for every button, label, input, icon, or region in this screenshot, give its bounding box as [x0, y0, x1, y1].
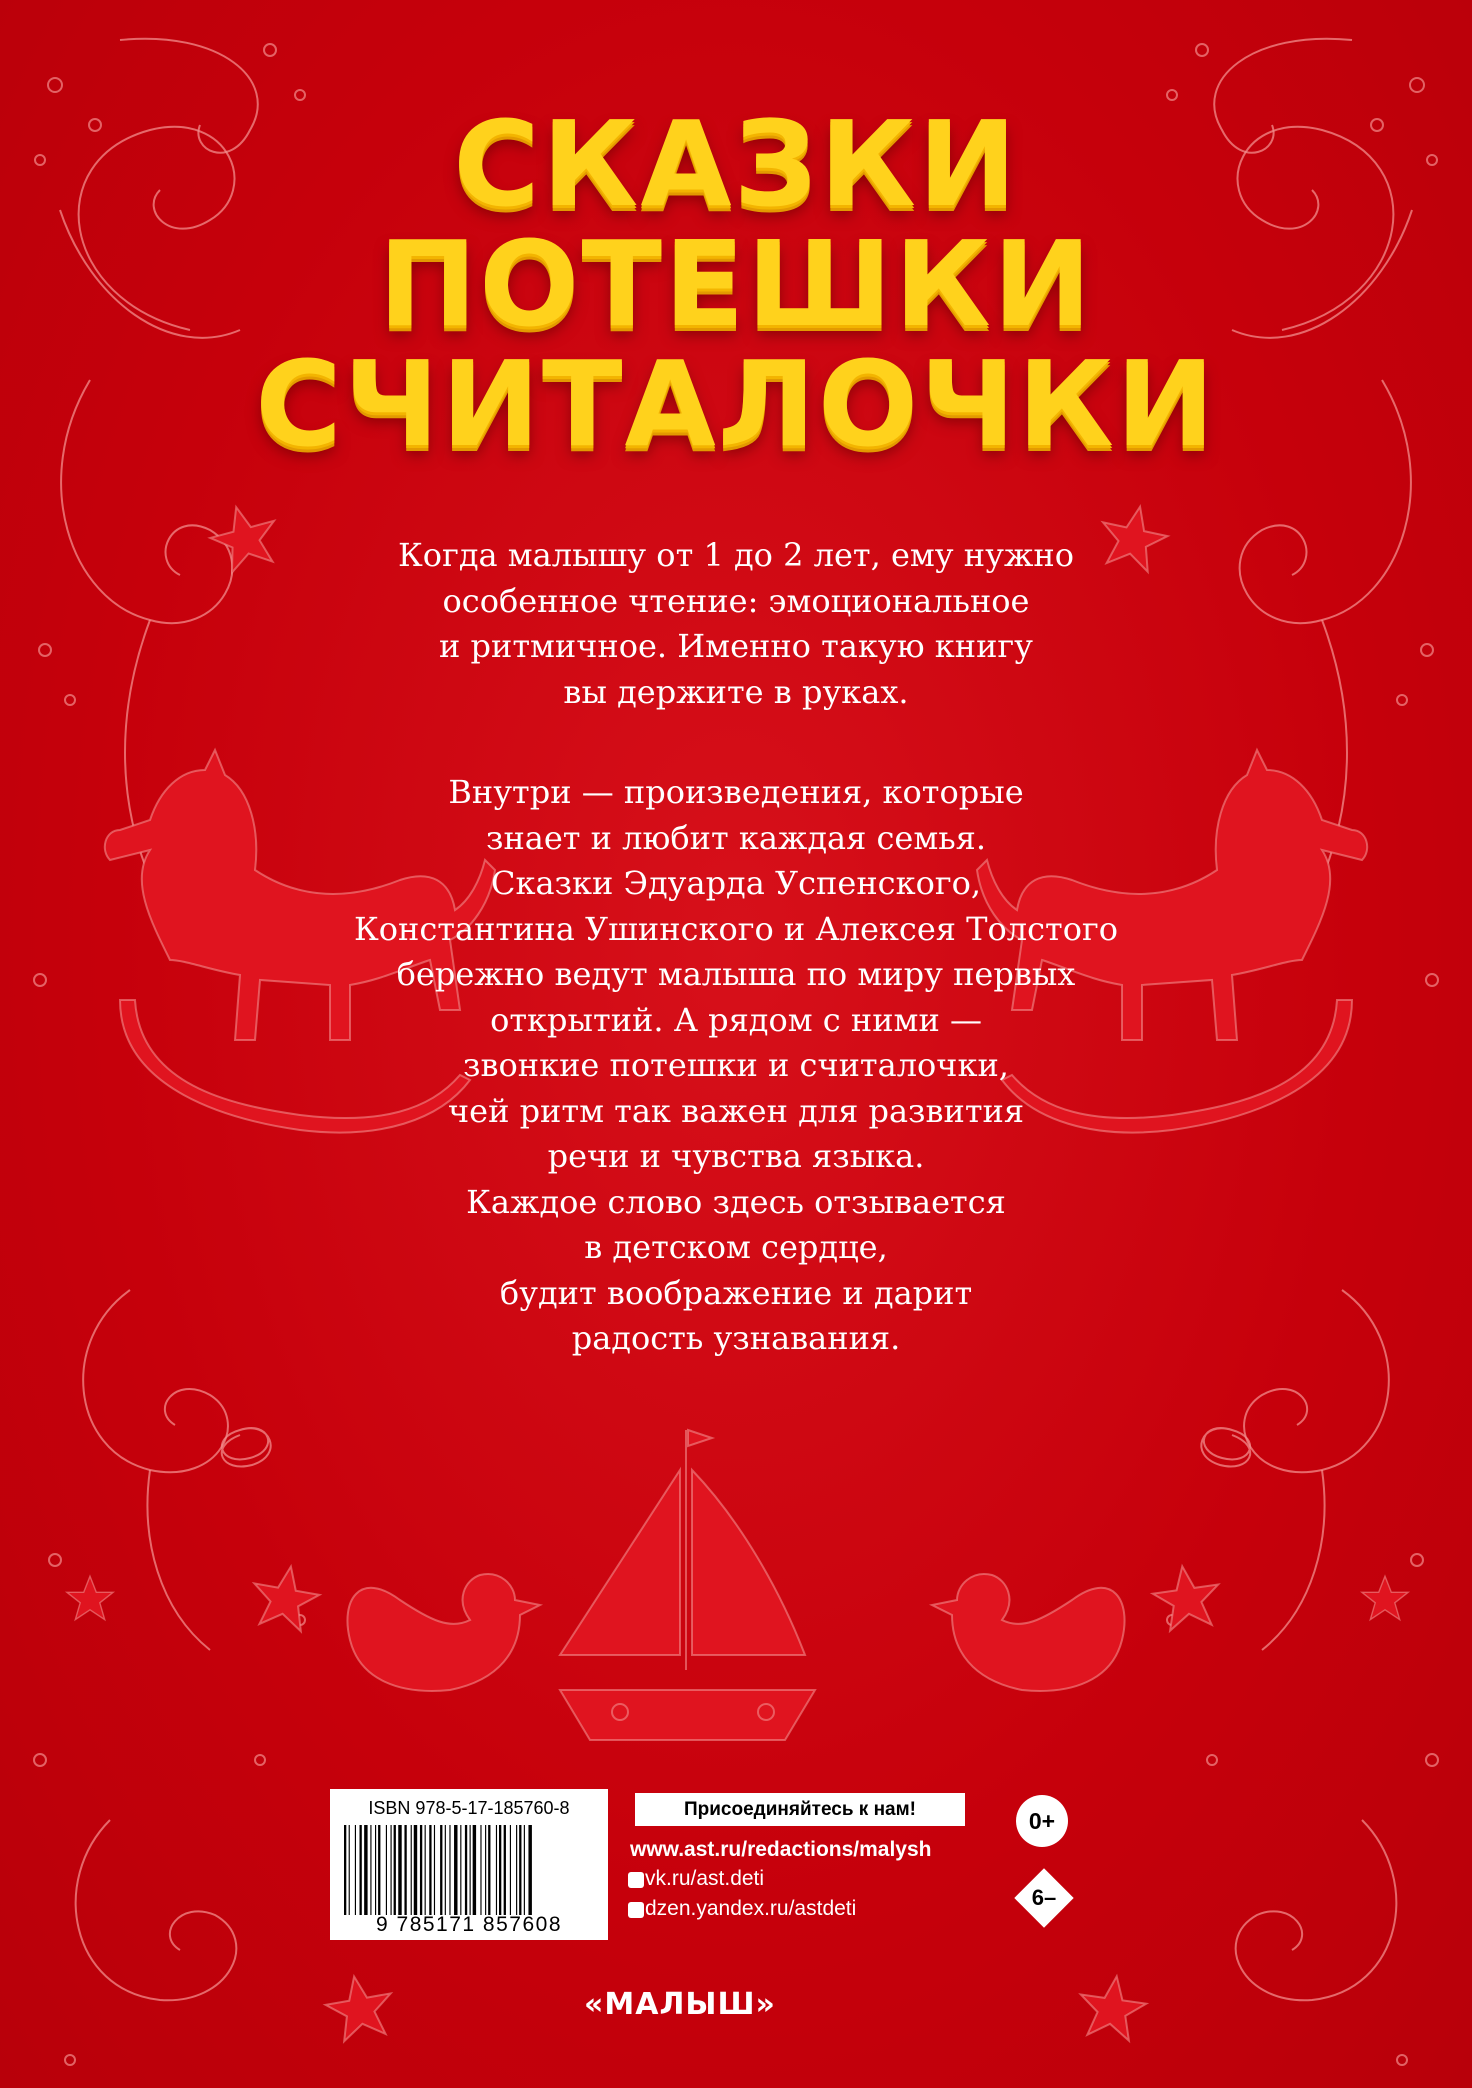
- text-line: в детском сердце,: [584, 1228, 888, 1266]
- star-icon: [1075, 1972, 1149, 2043]
- isbn-barcode-box: [330, 1789, 608, 1940]
- star-icon: [322, 1971, 398, 2044]
- vk-link[interactable]: vk.ru/ast.deti: [645, 1867, 765, 1890]
- age-rating-badge: 0+: [1016, 1795, 1068, 1847]
- text-line: особенное чтение: эмоциональное: [442, 581, 1030, 620]
- text-line: Константина Ушинского и Алексея Толстого: [354, 909, 1118, 948]
- dzen-icon: [628, 1902, 644, 1918]
- text-line: открытий. А рядом с ними —: [490, 1000, 982, 1039]
- text-line: и ритмичное. Именно такую книгу: [439, 627, 1033, 665]
- join-us-label: Присоединяйтесь к нам!: [635, 1793, 965, 1826]
- text-line: Каждое слово здесь отзывается: [466, 1182, 1006, 1221]
- text-line: звонкие потешки и считалочки,: [463, 1046, 1009, 1084]
- text-line: Внутри — произведения, которые: [448, 773, 1024, 811]
- text-line: Когда малышу от 1 до 2 лет, ему нужно: [398, 536, 1074, 574]
- website-link[interactable]: www.ast.ru/redactions/malysh: [630, 1838, 932, 1861]
- age-mark-diamond: [1014, 1868, 1074, 1928]
- description-paragraph-1: [236, 533, 1236, 715]
- vk-icon: [628, 1872, 644, 1888]
- star-icon: [1362, 1576, 1408, 1619]
- barcode-icon: [342, 1825, 596, 1915]
- sailboat-icon: [560, 1430, 815, 1740]
- title-line-2: ПОТЕШКИ: [378, 215, 1094, 353]
- star-icon: [1150, 1562, 1224, 1633]
- isbn-label: ISBN 978-5-17-185760-8: [368, 1798, 570, 1818]
- text-line: Сказки Эдуарда Успенского,: [490, 864, 982, 902]
- text-line: будит воображение и дарит: [499, 1273, 973, 1312]
- star-icon: [67, 1576, 113, 1619]
- star-icon: [248, 1561, 324, 1634]
- dzen-link[interactable]: dzen.yandex.ru/astdeti: [645, 1897, 857, 1920]
- text-line: чей ритм так важен для развития: [447, 1091, 1025, 1130]
- rubber-duck-right-icon: [932, 1574, 1125, 1691]
- text-line: бережно ведут малыша по миру первых: [396, 955, 1076, 993]
- description-paragraph-2: [236, 770, 1236, 1362]
- title-line-1: СКАЗКИ: [453, 95, 1019, 233]
- title-line-3: СЧИТАЛОЧКИ: [255, 335, 1217, 473]
- text-line: радость узнавания.: [571, 1319, 901, 1357]
- age-mark-label: 6–: [1031, 1885, 1057, 1910]
- publisher-logo: [560, 1985, 800, 2035]
- barcode-digits: 9 785171 857608: [376, 1913, 562, 1936]
- text-line: знает и любит каждая семья.: [485, 818, 986, 857]
- publisher-logo-text: «МАЛЫШ»: [584, 1987, 776, 2022]
- text-line: вы держите в руках.: [563, 672, 909, 711]
- rubber-duck-left-icon: [347, 1574, 540, 1691]
- text-line: речи и чувства языка.: [547, 1137, 925, 1175]
